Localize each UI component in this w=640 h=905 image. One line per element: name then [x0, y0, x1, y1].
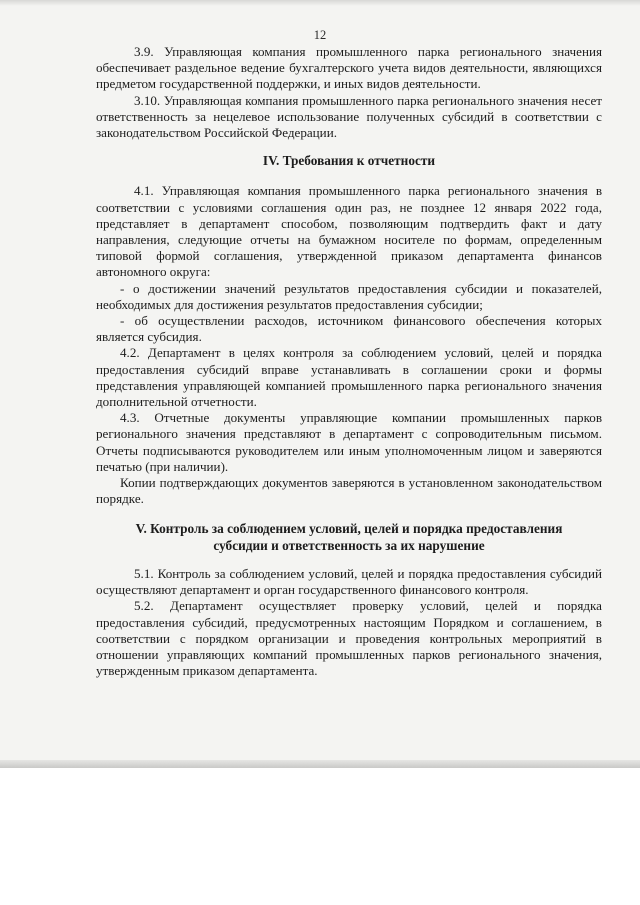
paragraph-4-1: 4.1. Управляющая компания промышленного парка регионального значения в соответствии с условиями соглашения один раз, не позднее 12 января 2022 года, представляет в департамент способом, позволяющим подтвердить факт и дату направления, следующие отчеты на бумажном носителе по формам, определенным типовой формой соглашения, утвержденной приказом департамента финансов автономного округа:	[96, 183, 602, 280]
document-body	[96, 44, 602, 679]
scan-bottom-edge	[0, 760, 640, 768]
paragraph-5-2: 5.2. Департамент осуществляет проверку условий, целей и порядка предоставления субсидий, предусмотренных настоящим Порядком и соглашением, в соответствии с порядком организации и проведения контрольных мероприятий в отношении управляющих компаний промышленных парков регионального значения, утвержденным приказом департамента.	[96, 598, 602, 679]
paragraph-copies: Копии подтверждающих документов заверяются в установленном законодательством порядке.	[96, 475, 602, 507]
paragraph-3-9: 3.9. Управляющая компания промышленного парка регионального значения обеспечивает раздельное ведение бухгалтерского учета видов деятельности, являющихся предметом государственной поддержки, и иных видов деятельности.	[96, 44, 602, 92]
list-item-expenses: - об осуществлении расходов, источником финансового обеспечения которых является субсидия.	[96, 313, 602, 345]
list-item-results: - о достижении значений результатов предоставления субсидии и показателей, необходимых для достижения результатов предоставления субсидии;	[96, 280, 602, 312]
page-number: 12	[313, 28, 327, 42]
paragraph-5-1: 5.1. Контроль за соблюдением условий, целей и порядка предоставления субсидий осуществляют департамент и орган государственного финансового контроля.	[96, 565, 602, 598]
section-v-heading-line2: субсидии и ответственность за их нарушение	[213, 537, 485, 553]
paragraph-3-10: 3.10. Управляющая компания промышленного парка регионального значения несет ответственность за нецелевое использование полученных субсидий в соответствии с законодательством Российской Федерации.	[96, 92, 602, 141]
paragraph-4-3: 4.3. Отчетные документы управляющие компании промышленных парков регионального значения представляют в департамент с сопроводительным письмом. Отчеты подписываются руководителем или иным уполномоченным лицом и заверяются печатью (при наличии).	[96, 410, 602, 474]
scan-top-shadow	[0, 0, 640, 6]
section-v-heading-line1: V. Контроль за соблюдением условий, целей и порядка предоставления	[135, 521, 563, 537]
paragraph-4-2: 4.2. Департамент в целях контроля за соблюдением условий, целей и порядка предоставления субсидий вправе устанавливать в соглашении сроки и формы представления управляющей компанией промышленного парка регионального значения дополнительной отчетности.	[96, 345, 602, 410]
section-iv-heading: IV. Требования к отчетности	[262, 153, 436, 169]
